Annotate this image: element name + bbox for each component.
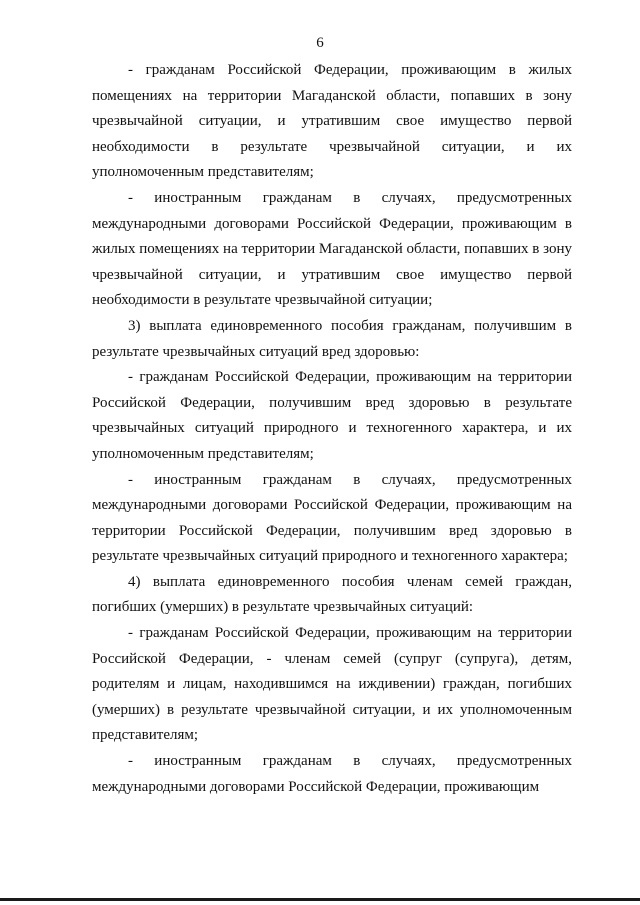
paragraph-item-3-health-benefit: 3) выплата единовременного пособия гражданам, получившим в результате чрезвычайных ситуаций вред здоровью: (92, 317, 572, 360)
paragraph-citizens-housing: - гражданам Российской Федерации, проживающим в жилых помещениях на территории Магаданской области, попавших в зону чрезвычайной ситуации, и утратившим свое имущество первой необходимости в результате чрезвычайной ситуации, и их уполномоченным представителям; (92, 62, 572, 181)
paragraph-foreigners-health: - иностранным гражданам в случаях, предусмотренных международными договорами Российской Федерации, проживающим на территории Российской Федерации, получившим вред здоровью в результате чрезвычайных ситуаций природного и техногенного характера; (92, 471, 572, 565)
paragraph-citizens-health: - гражданам Российской Федерации, проживающим на территории Российской Федерации, получившим вред здоровью в результате чрезвычайных ситуаций природного и техногенного характера, и их уполномоченным представителям; (92, 369, 572, 462)
paragraph-foreigners-housing: - иностранным гражданам в случаях, предусмотренных международными договорами Российской Федерации, проживающим в жилых помещениях на территории Магаданской области, попавших в зону чрезвычайной ситуации, и утратившим свое имущество первой необходимости в результате чрезвычайной ситуации; (92, 189, 572, 309)
paragraph-citizens-family: - гражданам Российской Федерации, проживающим на территории Российской Федерации, - членам семей (супруг (супруга), детям, родителям и лицам, находившимся на иждивении) граждан, погибших (умерших) в результате чрезвычайной ситуации, и их уполномоченным представителям; (92, 625, 572, 744)
document-body (92, 58, 572, 800)
paragraph-foreigners-family: - иностранным гражданам в случаях, предусмотренных международными договорами Российской Федерации, проживающим (92, 753, 572, 795)
paragraph-item-4-family-benefit: 4) выплата единовременного пособия членам семей граждан, погибших (умерших) в результате чрезвычайных ситуаций: (92, 573, 572, 616)
scan-bottom-edge (0, 898, 640, 901)
page-number: 6 (316, 35, 324, 51)
